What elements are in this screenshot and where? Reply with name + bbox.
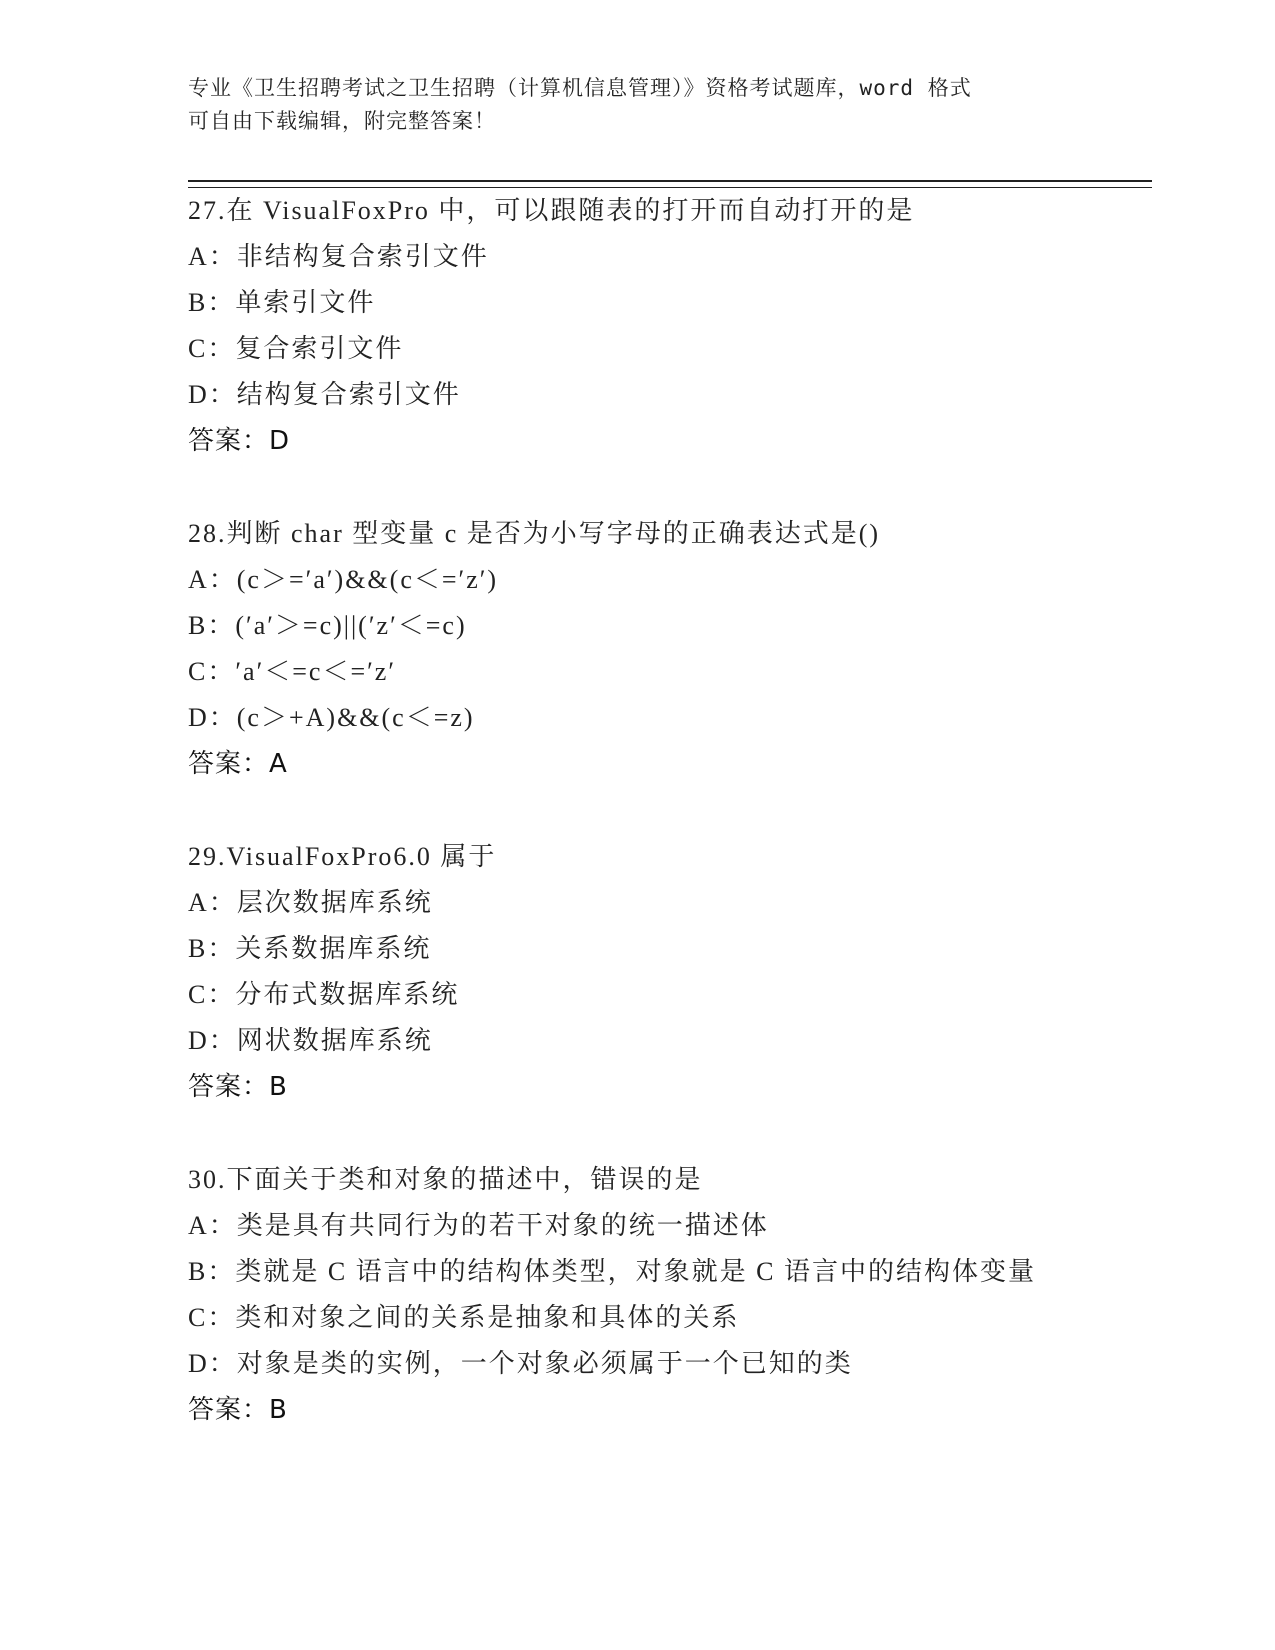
header-divider [188, 180, 1152, 188]
question-28 [188, 511, 1148, 787]
option-a: A：层次数据库系统 [188, 888, 433, 917]
document-header [188, 72, 1088, 138]
question-stem: 30.下面关于类和对象的描述中，错误的是 [188, 1165, 703, 1194]
option-b: B：单索引文件 [188, 288, 376, 317]
option-c: C：复合索引文件 [188, 334, 404, 363]
answer-label: 答案：B [188, 1395, 288, 1425]
question-list [188, 188, 1148, 1433]
option-d: D：结构复合索引文件 [188, 380, 461, 409]
option-d: D：(c＞+A)&&(c＜=z) [188, 703, 475, 732]
header-line-1: 专业《卫生招聘考试之卫生招聘（计算机信息管理）》资格考试题库，word 格式 [188, 76, 972, 100]
question-stem: 29.VisualFoxPro6.0 属于 [188, 842, 497, 871]
answer-label: 答案：A [188, 749, 288, 779]
option-b: B：(′a′＞=c)||(′z′＜=c) [188, 611, 467, 640]
option-b: B：关系数据库系统 [188, 934, 432, 963]
option-a: A：(c＞=′a′)&&(c＜=′z′) [188, 565, 499, 594]
option-c: C：′a′＜=c＜=′z′ [188, 657, 397, 686]
option-d: D：网状数据库系统 [188, 1026, 433, 1055]
option-a: A：类是具有共同行为的若干对象的统一描述体 [188, 1211, 769, 1240]
header-line-2: 可自由下载编辑，附完整答案！ [188, 109, 496, 133]
answer-label: 答案：D [188, 426, 291, 456]
option-b: B：类就是 C 语言中的结构体类型，对象就是 C 语言中的结构体变量 [188, 1257, 1037, 1286]
question-30 [188, 1157, 1148, 1433]
question-stem: 27.在 VisualFoxPro 中，可以跟随表的打开而自动打开的是 [188, 196, 915, 225]
option-d: D：对象是类的实例，一个对象必须属于一个已知的类 [188, 1349, 853, 1378]
option-a: A：非结构复合索引文件 [188, 242, 489, 271]
question-stem: 28.判断 char 型变量 c 是否为小写字母的正确表达式是() [188, 519, 881, 548]
answer-label: 答案：B [188, 1072, 288, 1102]
option-c: C：类和对象之间的关系是抽象和具体的关系 [188, 1303, 740, 1332]
question-27 [188, 188, 1148, 464]
question-29 [188, 834, 1148, 1110]
option-c: C：分布式数据库系统 [188, 980, 460, 1009]
